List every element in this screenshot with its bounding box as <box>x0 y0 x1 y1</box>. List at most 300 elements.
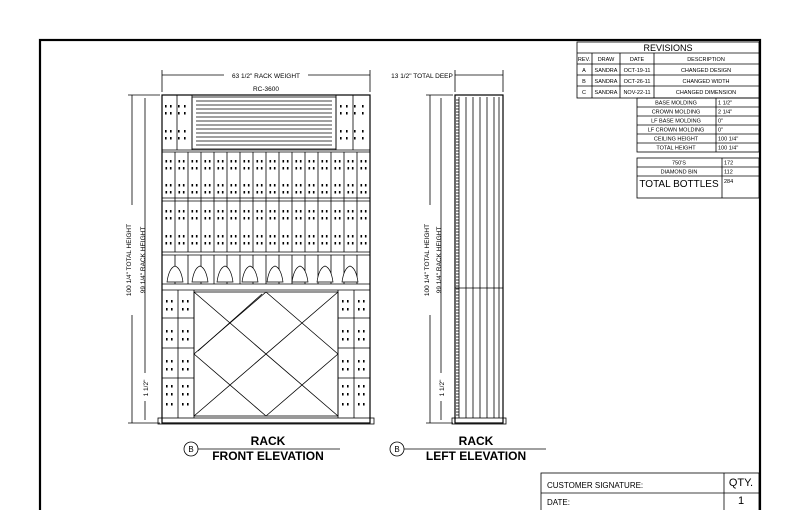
cubby-dot <box>218 184 220 187</box>
front-title-line2: FRONT ELEVATION <box>212 449 324 463</box>
revisions-header-rev: REV. <box>577 57 591 63</box>
cubby-dot <box>358 338 360 341</box>
left-title-line1: RACK <box>458 434 494 448</box>
cubby-dot <box>209 184 211 187</box>
cubby-dot <box>182 330 184 333</box>
cubby-dot <box>352 160 354 163</box>
front-rack-height-label: 99 1/4" RACK HEIGHT <box>140 226 147 294</box>
cubby-dot <box>347 330 349 333</box>
front-bottle-display-row <box>167 266 358 282</box>
cubby-dot <box>257 217 259 220</box>
cubby-dot <box>352 210 354 213</box>
front-callout-letter: B <box>188 445 194 454</box>
cubby-dot <box>270 160 272 163</box>
cubby-dot <box>270 235 272 238</box>
cubby-dot <box>347 300 349 303</box>
cubby-dot <box>170 112 172 115</box>
left-side-slats <box>456 97 499 418</box>
display-bottle <box>267 266 283 282</box>
cubby-dot <box>257 184 259 187</box>
cubby-dot <box>365 235 367 238</box>
cubby-dot <box>274 160 276 163</box>
front-display-louvers <box>196 101 332 145</box>
cubby-dot <box>209 167 211 170</box>
cubby-dot <box>296 160 298 163</box>
cubby-dot <box>354 112 356 115</box>
cubby-dot <box>326 184 328 187</box>
cubby-dot <box>309 160 311 163</box>
cubby-dot <box>182 300 184 303</box>
cubby-dot <box>192 191 194 194</box>
cubby-dot <box>248 235 250 238</box>
cubby-dot <box>205 184 207 187</box>
cubby-dot <box>218 191 220 194</box>
cubby-dot <box>261 210 263 213</box>
cubby-dot <box>339 160 341 163</box>
cubby-dot <box>178 105 180 108</box>
cubby-dot <box>166 360 168 363</box>
cubby-dot <box>196 242 198 245</box>
cubby-dot <box>347 338 349 341</box>
cubby-dot <box>348 210 350 213</box>
cubby-dot <box>313 167 315 170</box>
bottles-total-label: TOTAL BOTTLES <box>639 179 719 190</box>
cubby-dot <box>322 184 324 187</box>
cubby-dot <box>309 242 311 245</box>
cubby-dot <box>235 242 237 245</box>
cubby-dot <box>166 300 168 303</box>
cubby-dot <box>170 242 172 245</box>
cubby-dot <box>283 191 285 194</box>
cubby-dot <box>274 235 276 238</box>
left-rack-height-label: 99 1/4" RACK HEIGHT <box>436 226 443 294</box>
cubby-dot <box>335 191 337 194</box>
cubby-dot <box>283 167 285 170</box>
display-bottle <box>167 266 183 282</box>
cubby-dot <box>326 235 328 238</box>
left-rack-outline <box>455 95 503 423</box>
cubby-dot <box>257 191 259 194</box>
cubby-dot <box>361 235 363 238</box>
cubby-dot <box>248 217 250 220</box>
cubby-dot <box>205 210 207 213</box>
revision-b-draw: SANDRA <box>594 79 618 85</box>
spec-crown-molding-label: CROWN MOLDING <box>651 109 701 116</box>
cubby-dot <box>183 242 185 245</box>
revisions-header-date: DATE <box>629 57 645 63</box>
cubby-dot <box>231 242 233 245</box>
cubby-dot <box>296 167 298 170</box>
cubby-dot <box>261 235 263 238</box>
revision-a-draw: SANDRA <box>594 68 618 74</box>
cubby-dot <box>192 235 194 238</box>
cubby-dot <box>166 184 168 187</box>
cubby-dot <box>348 217 350 220</box>
cubby-dot <box>362 130 364 133</box>
cubby-dot <box>363 308 365 311</box>
cubby-dot <box>339 191 341 194</box>
cubby-dot <box>313 210 315 213</box>
cubby-dot <box>322 167 324 170</box>
cubby-dot <box>170 191 172 194</box>
cubby-dot <box>361 217 363 220</box>
cubby-dot <box>235 217 237 220</box>
cubby-dot <box>235 210 237 213</box>
cubby-dot <box>300 235 302 238</box>
cubby-dot <box>184 137 186 140</box>
cubby-dot <box>171 330 173 333</box>
cubby-dot <box>231 167 233 170</box>
cubby-dot <box>179 167 181 170</box>
cubby-dot <box>235 167 237 170</box>
cubby-dot <box>222 235 224 238</box>
cubby-dot <box>196 160 198 163</box>
cubby-dot <box>358 393 360 396</box>
cubby-dot <box>184 112 186 115</box>
cubby-dot <box>183 235 185 238</box>
cubby-dot <box>274 184 276 187</box>
cubby-dot <box>363 368 365 371</box>
cubby-dot <box>296 184 298 187</box>
cubby-dot <box>340 105 342 108</box>
cubby-dot <box>365 160 367 163</box>
cubby-dot <box>365 184 367 187</box>
cubby-dot <box>358 330 360 333</box>
cubby-dot <box>187 300 189 303</box>
cubby-dot <box>183 184 185 187</box>
cubby-dot <box>354 137 356 140</box>
cubby-dot <box>244 217 246 220</box>
cubby-dot <box>347 403 349 406</box>
cubby-dot <box>244 210 246 213</box>
spec-base-molding-label: BASE MOLDING <box>655 100 697 107</box>
cubby-dot <box>287 235 289 238</box>
cubby-dot <box>171 300 173 303</box>
cubby-dot <box>361 160 363 163</box>
cubby-dot <box>183 160 185 163</box>
cubby-dot <box>358 308 360 311</box>
cubby-dot <box>218 167 220 170</box>
cubby-dot <box>171 368 173 371</box>
cubby-dot <box>179 210 181 213</box>
cubby-dot <box>270 210 272 213</box>
bottles-diamond-bin-label: DIAMOND BIN <box>660 169 698 176</box>
customer-signature-label: CUSTOMER SIGNATURE: <box>547 481 644 490</box>
cubby-dot <box>205 167 207 170</box>
revision-b-description: CHANGED WIDTH <box>682 79 730 85</box>
cubby-dot <box>362 112 364 115</box>
cubby-dot <box>300 242 302 245</box>
cubby-dot <box>287 184 289 187</box>
cubby-dot <box>309 217 311 220</box>
cubby-dot <box>283 217 285 220</box>
cubby-dot <box>270 184 272 187</box>
cubby-dot <box>352 217 354 220</box>
left-depth-label: 13 1/2" TOTAL DEEP <box>391 73 453 80</box>
cubby-dot <box>352 191 354 194</box>
cubby-dot <box>261 184 263 187</box>
cubby-dot <box>166 191 168 194</box>
cubby-dot <box>192 210 194 213</box>
front-cubby-columns <box>162 95 370 418</box>
cubby-dot <box>222 191 224 194</box>
cubby-dot <box>205 242 207 245</box>
cubby-dot <box>257 210 259 213</box>
cubby-dot <box>248 184 250 187</box>
cubby-dot <box>166 330 168 333</box>
cubby-dot <box>261 167 263 170</box>
cubby-dot <box>166 235 168 238</box>
left-title-line2: LEFT ELEVATION <box>425 449 527 463</box>
cubby-dot <box>235 235 237 238</box>
spec-lf-crown-molding-label: LF CROWN MOLDING <box>647 127 705 134</box>
cubby-dot <box>196 235 198 238</box>
cubby-dot <box>257 235 259 238</box>
cubby-dot <box>222 167 224 170</box>
cubby-dot <box>347 385 349 388</box>
cubby-dot <box>296 217 298 220</box>
cubby-dot <box>270 191 272 194</box>
cubby-dot <box>248 191 250 194</box>
cubby-dot <box>347 368 349 371</box>
cubby-dot <box>296 210 298 213</box>
cubby-dot <box>248 210 250 213</box>
front-diamond-lattice <box>194 292 338 416</box>
cubby-dot <box>166 167 168 170</box>
cubby-dot <box>178 112 180 115</box>
revision-a-description: CHANGED DESIGN <box>680 68 732 74</box>
cubby-dot <box>363 330 365 333</box>
cubby-dot <box>178 130 180 133</box>
cubby-dot <box>326 160 328 163</box>
cubby-dot <box>361 167 363 170</box>
cubby-dot <box>184 130 186 133</box>
cubby-dot <box>231 217 233 220</box>
revision-c-rev: C <box>582 90 586 96</box>
cubby-dot <box>362 137 364 140</box>
cubby-dot <box>322 235 324 238</box>
cubby-dot <box>347 360 349 363</box>
cubby-dot <box>363 300 365 303</box>
cubby-dot <box>361 184 363 187</box>
cubby-dot <box>187 330 189 333</box>
cubby-dot <box>183 167 185 170</box>
cubby-dot <box>363 403 365 406</box>
cubby-dot <box>363 360 365 363</box>
cubby-dot <box>365 210 367 213</box>
cubby-dot <box>171 393 173 396</box>
cubby-dot <box>170 130 172 133</box>
cubby-dot <box>283 242 285 245</box>
specs-table <box>637 98 759 152</box>
cubby-dot <box>184 105 186 108</box>
cubby-dot <box>187 338 189 341</box>
cubby-dot <box>365 167 367 170</box>
cubby-dot <box>347 308 349 311</box>
cubby-dot <box>287 217 289 220</box>
cubby-dot <box>196 184 198 187</box>
cubby-dot <box>187 368 189 371</box>
cubby-dot <box>196 191 198 194</box>
cubby-dot <box>205 191 207 194</box>
cubby-dot <box>339 167 341 170</box>
cubby-dot <box>340 130 342 133</box>
cubby-dot <box>335 235 337 238</box>
cubby-dot <box>166 368 168 371</box>
cubby-dot <box>222 184 224 187</box>
cubby-dot <box>335 184 337 187</box>
cubby-dot <box>342 385 344 388</box>
cubby-dot <box>166 242 168 245</box>
cubby-dot <box>365 191 367 194</box>
cubby-dot <box>165 130 167 133</box>
cubby-dot <box>209 217 211 220</box>
bottles-750s-value: 172 <box>724 160 734 167</box>
cubby-dot <box>362 105 364 108</box>
cubby-dot <box>218 235 220 238</box>
cubby-dot <box>352 235 354 238</box>
cubby-dot <box>309 167 311 170</box>
cubby-dot <box>348 191 350 194</box>
display-bottle <box>242 266 258 282</box>
cubby-dot <box>218 160 220 163</box>
cubby-dot <box>257 160 259 163</box>
cubby-dot <box>326 191 328 194</box>
revisions-table <box>577 42 759 98</box>
cubby-dot <box>342 393 344 396</box>
cubby-dot <box>166 403 168 406</box>
cubby-dot <box>248 167 250 170</box>
front-elevation <box>125 70 374 463</box>
cubby-dot <box>170 105 172 108</box>
cubby-dot <box>274 217 276 220</box>
cubby-dot <box>179 242 181 245</box>
cubby-dot <box>209 210 211 213</box>
cubby-dot <box>283 235 285 238</box>
cubby-dot <box>300 217 302 220</box>
cubby-dot <box>166 160 168 163</box>
cubby-dot <box>187 308 189 311</box>
cubby-dot <box>313 242 315 245</box>
cubby-dot <box>322 191 324 194</box>
cubby-dot <box>170 137 172 140</box>
cubby-dot <box>283 160 285 163</box>
cubby-dot <box>326 217 328 220</box>
cubby-dot <box>342 300 344 303</box>
cubby-dot <box>287 242 289 245</box>
cubby-dot <box>182 368 184 371</box>
cubby-dot <box>205 235 207 238</box>
cubby-dot <box>300 184 302 187</box>
revisions-header-description: DESCRIPTION <box>687 57 725 63</box>
cubby-dot <box>244 184 246 187</box>
cubby-dot <box>348 184 350 187</box>
cubby-dot <box>313 184 315 187</box>
revision-c-draw: SANDRA <box>594 90 618 96</box>
cubby-dot <box>235 160 237 163</box>
cubby-dot <box>358 385 360 388</box>
cubby-dot <box>205 217 207 220</box>
cubby-dot <box>300 160 302 163</box>
cubby-dot <box>348 160 350 163</box>
cubby-dot <box>335 160 337 163</box>
cubby-dot <box>222 242 224 245</box>
cubby-dot <box>346 112 348 115</box>
cubby-dot <box>283 210 285 213</box>
front-model-label: RC-3600 <box>252 86 280 93</box>
cubby-dot <box>192 217 194 220</box>
spec-total-height-value: 100 1/4" <box>718 145 739 152</box>
spec-lf-base-molding-value: 0" <box>718 118 724 125</box>
cubby-dot <box>166 385 168 388</box>
cubby-dot <box>365 242 367 245</box>
cubby-dot <box>171 338 173 341</box>
cubby-dot <box>352 167 354 170</box>
cubby-dot <box>358 403 360 406</box>
cubby-dot <box>342 308 344 311</box>
cubby-dot <box>170 160 172 163</box>
cubby-dot <box>365 217 367 220</box>
cubby-dot <box>348 235 350 238</box>
cubby-dot <box>348 242 350 245</box>
cubby-dot <box>287 167 289 170</box>
cubby-dot <box>261 217 263 220</box>
cubby-dot <box>270 167 272 170</box>
cubby-dot <box>192 242 194 245</box>
cubby-dot <box>182 385 184 388</box>
cubby-dot <box>182 403 184 406</box>
cubby-dot <box>354 105 356 108</box>
spec-ceiling-height-value: 100 1/4" <box>718 136 739 143</box>
cubby-dot <box>339 235 341 238</box>
cubby-dot <box>257 242 259 245</box>
cubby-dot <box>222 210 224 213</box>
cubby-dot <box>231 210 233 213</box>
cubby-dot <box>171 360 173 363</box>
display-bottle <box>292 266 308 282</box>
cubby-dot <box>274 167 276 170</box>
cubby-dot <box>274 242 276 245</box>
cubby-dot <box>322 210 324 213</box>
cubby-dot <box>183 210 185 213</box>
cubby-dot <box>326 210 328 213</box>
cubby-dot <box>209 235 211 238</box>
cubby-dot <box>178 137 180 140</box>
cubby-dot <box>196 217 198 220</box>
cubby-dot <box>187 360 189 363</box>
left-total-height-label: 100 1/4" TOTAL HEIGHT <box>424 223 431 297</box>
cubby-dot <box>358 368 360 371</box>
cubby-dot <box>170 184 172 187</box>
cubby-dot <box>313 160 315 163</box>
cubby-dot <box>183 191 185 194</box>
cubby-dot <box>179 191 181 194</box>
cubby-dot <box>309 210 311 213</box>
cubby-dot <box>209 242 211 245</box>
cubby-dot <box>205 160 207 163</box>
cubby-dot <box>244 242 246 245</box>
cubby-dot <box>244 160 246 163</box>
cubby-dot <box>196 210 198 213</box>
cubby-dot <box>179 235 181 238</box>
cubby-dot <box>222 217 224 220</box>
cubby-dot <box>283 184 285 187</box>
cubby-dot <box>244 235 246 238</box>
cubby-dot <box>352 184 354 187</box>
cubby-dot <box>231 160 233 163</box>
cubby-dot <box>165 105 167 108</box>
revision-c-description: CHANGED DIMENSION <box>675 90 737 96</box>
